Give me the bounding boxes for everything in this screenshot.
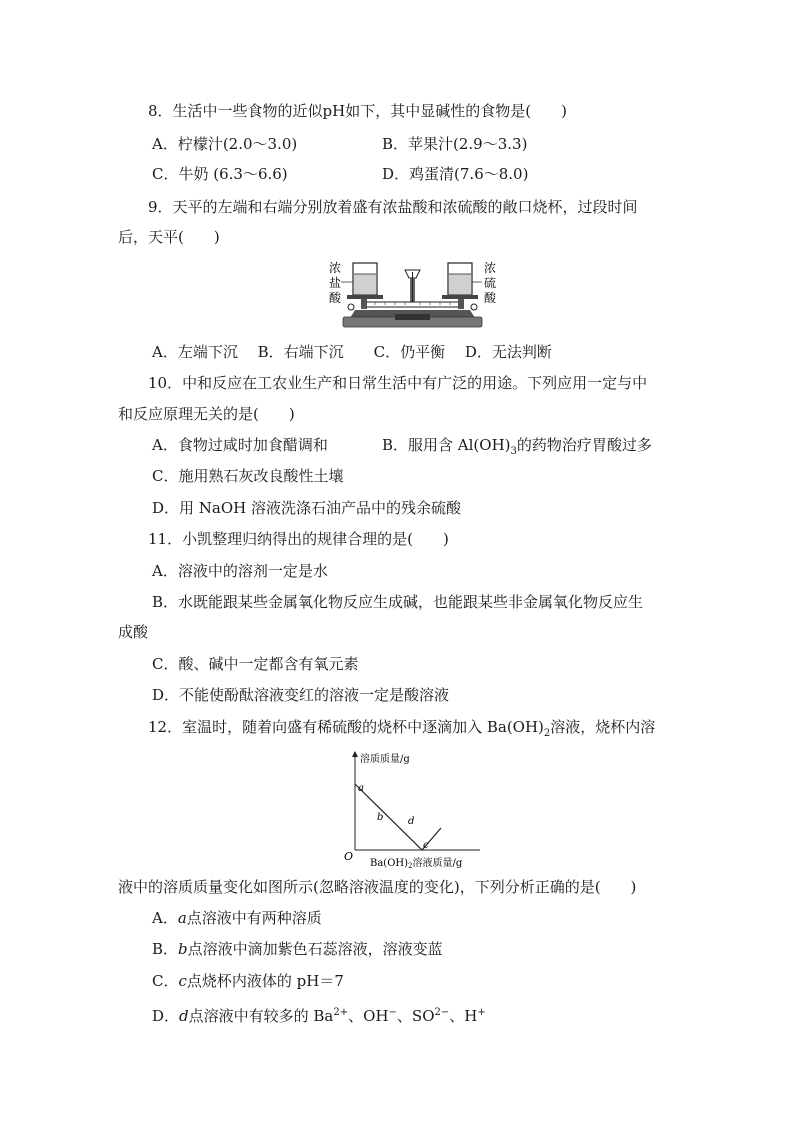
right-label-3: 酸 xyxy=(484,291,497,305)
q10-option-c: C．施用熟石灰改良酸性土壤 xyxy=(152,467,344,485)
q10-stem-line2: 和反应原理无关的是( ) xyxy=(118,405,295,423)
q11-option-b-line2: 成酸 xyxy=(118,623,149,641)
balance-figure xyxy=(325,258,500,330)
q10-option-a: A．食物过咸时加食醋调和 xyxy=(152,436,328,454)
left-label-3: 酸 xyxy=(329,291,342,305)
x-axis-label: $Ba(OH)_2$溶液质量/g xyxy=(370,858,463,870)
q11-option-b-line1: B．水既能跟某些金属氧化物反应生成碱，也能跟某些非金属氧化物反应生 xyxy=(152,593,644,611)
q10-stem-line1: 10．中和反应在工农业生产和日常生活中有广泛的用途。下列应用一定与中 xyxy=(148,374,648,392)
q12-option-b: B．b点溶液中滴加紫色石蕊溶液，溶液变蓝 xyxy=(152,940,443,958)
q8-option-d: D．鸡蛋清(7.6～8.0) xyxy=(382,165,529,183)
q9-stem-line2: 后，天平( ) xyxy=(118,228,220,246)
q8-option-a: A．柠檬汁(2.0～3.0) xyxy=(152,135,298,153)
q10-option-b: B．服用含 $Al(OH)_3$的药物治疗胃酸过多 xyxy=(382,436,652,457)
left-beaker xyxy=(353,263,377,295)
q8-option-c: C．牛奶 (6.3～6.6) xyxy=(152,165,288,183)
q12-stem-line1: 12．室温时，随着向盛有稀硫酸的烧杯中逐滴加入 $Ba(OH)_2$溶液，烧杯内溶 xyxy=(148,718,656,739)
q9-options: A．左端下沉 B．右端下沉 C．仍平衡 D．无法判断 xyxy=(152,343,552,361)
q12-option-d: D．d点溶液中有较多的 $Ba^{2+}$、OH−、$SO^{2-}$、H+ xyxy=(152,1007,486,1025)
left-label-1: 浓 xyxy=(329,261,342,275)
q11-stem: 11．小凯整理归纳得出的规律合理的是( ) xyxy=(148,530,449,548)
q10-option-d: D．用 NaOH 溶液洗涤石油产品中的残余硫酸 xyxy=(152,499,462,517)
q12-option-a: A．a点溶液中有两种溶质 xyxy=(152,909,322,927)
solute-mass-graph xyxy=(338,748,488,870)
q11-option-d: D．不能使酚酞溶液变红的溶液一定是酸溶液 xyxy=(152,686,450,704)
q8-stem: 8．生活中一些食物的近似pH如下，其中显碱性的食物是( ) xyxy=(148,102,567,120)
point-b-label: b xyxy=(377,812,384,823)
q11-option-c: C．酸、碱中一定都含有氧元素 xyxy=(152,655,359,673)
q8-option-b: B．苹果汁(2.9～3.3) xyxy=(382,135,528,153)
q11-option-a: A．溶液中的溶剂一定是水 xyxy=(152,562,328,580)
left-label-2: 盐 xyxy=(329,276,342,290)
origin-label: O xyxy=(344,850,354,863)
point-d-label: d xyxy=(408,816,415,827)
y-axis-label: 溶质质量/g xyxy=(360,754,410,765)
q9-stem-line1: 9．天平的左端和右端分别放着盛有浓盐酸和浓硫酸的敞口烧杯，过段时间 xyxy=(148,198,638,216)
q12-option-c: C．c点烧杯内液体的 pH＝7 xyxy=(152,972,344,990)
right-label-1: 浓 xyxy=(484,261,497,275)
point-a-label: a xyxy=(358,783,364,794)
point-c-label: c xyxy=(423,840,429,851)
q12-stem-line2: 液中的溶质质量变化如图所示(忽略溶液温度的变化)，下列分析正确的是( ) xyxy=(118,878,637,896)
right-label-2: 硫 xyxy=(484,276,497,290)
right-beaker xyxy=(448,263,472,295)
